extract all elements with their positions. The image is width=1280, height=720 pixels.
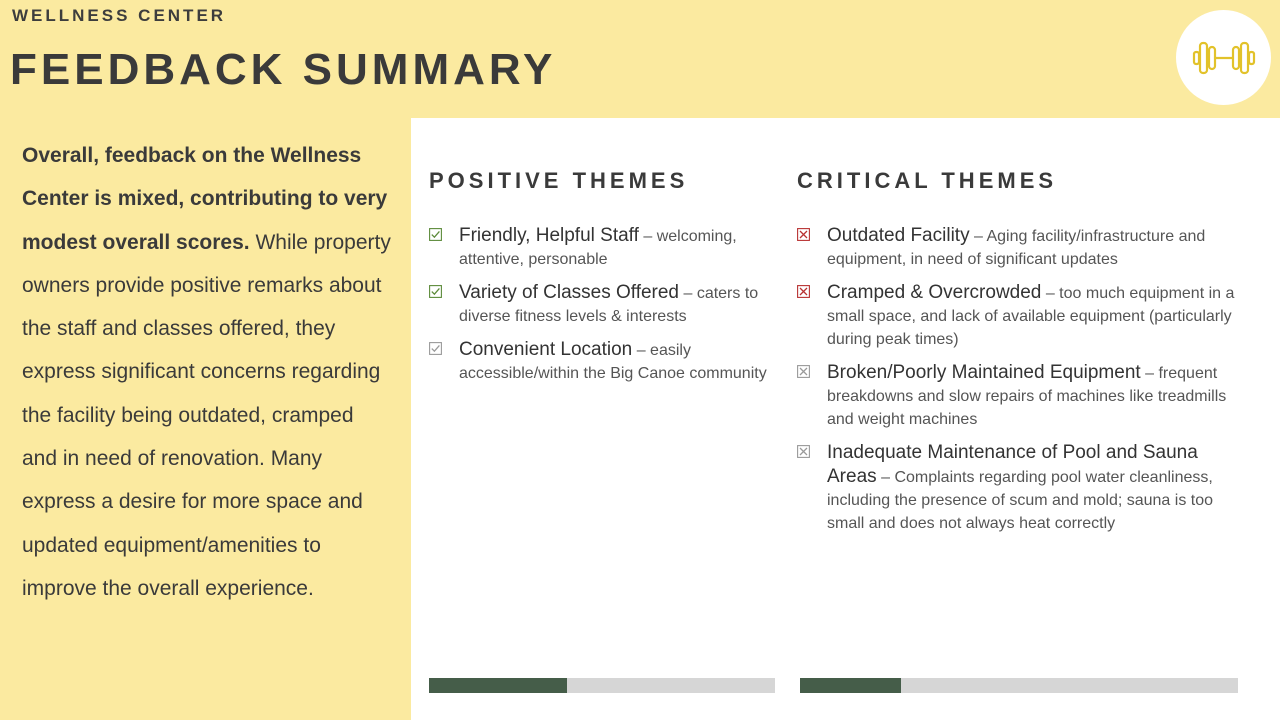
- theme-separator: –: [632, 342, 651, 359]
- theme-separator: –: [876, 469, 895, 486]
- theme-heading: Outdated Facility: [827, 225, 970, 246]
- theme-heading: Friendly, Helpful Staff: [459, 225, 639, 246]
- page-title: FEEDBACK SUMMARY: [10, 45, 557, 94]
- theme-description: Complaints regarding pool water cleanliness, including the presence of scum and mold; sauna is too small and does not always heat correctly: [827, 469, 1214, 532]
- theme-separator: –: [638, 228, 657, 245]
- positive-themes-title: POSITIVE THEMES: [429, 168, 689, 193]
- red-x-icon: [797, 228, 810, 241]
- theme-heading: Variety of Classes Offered: [459, 282, 680, 303]
- green-check-icon: [429, 228, 442, 241]
- theme-heading: Convenient Location: [459, 339, 633, 360]
- theme-separator: –: [1041, 285, 1060, 302]
- dumbbell-icon: [1192, 38, 1256, 78]
- theme-heading: Cramped & Overcrowded: [827, 282, 1042, 303]
- theme-description: welcoming, attentive, personable: [459, 228, 737, 268]
- critical-theme-item: [797, 224, 1247, 271]
- gray-x-icon: [797, 365, 810, 378]
- positive-themes-list: [429, 224, 779, 395]
- positive-progress-fill: [429, 678, 567, 693]
- critical-themes-title: CRITICAL THEMES: [797, 168, 1058, 193]
- summary-bold-text: Overall, feedback on the Wellness Center is mixed, contributing to very modest overall scores.: [22, 144, 388, 254]
- gray-check-icon: [429, 342, 442, 355]
- summary-body-text: While property owners provide positive remarks about the staff and classes offered, they express significant concerns regarding the facility being outdated, cramped and in need of renovation. Many express a desire for more space and updated equipment/amenities to improve the overall experience.: [22, 230, 391, 600]
- positive-theme-item: [429, 281, 779, 328]
- positive-progress-bar: [429, 678, 775, 693]
- theme-description: frequent breakdowns and slow repairs of machines like treadmills and weight machines: [827, 365, 1227, 428]
- critical-progress-bar: [800, 678, 1238, 693]
- theme-description: caters to diverse fitness levels & interests: [459, 285, 759, 325]
- theme-heading: Broken/Poorly Maintained Equipment: [827, 362, 1141, 383]
- green-check-icon: [429, 285, 442, 298]
- logo-badge: [1176, 10, 1271, 105]
- summary-paragraph: [22, 134, 394, 610]
- theme-description: too much equipment in a small space, and lack of available equipment (particularly during peak times): [827, 285, 1235, 348]
- red-x-icon: [797, 285, 810, 298]
- critical-theme-item: [797, 361, 1247, 431]
- critical-themes-list: [797, 224, 1247, 545]
- gray-x-icon: [797, 445, 810, 458]
- theme-separator: –: [969, 228, 987, 245]
- themes-panel: [411, 118, 1280, 720]
- positive-theme-item: [429, 224, 779, 271]
- theme-description: Aging facility/infrastructure and equipment, in need of significant updates: [827, 228, 1206, 268]
- critical-theme-item: [797, 441, 1247, 535]
- positive-theme-item: [429, 338, 779, 385]
- critical-progress-fill: [800, 678, 901, 693]
- theme-separator: –: [679, 285, 697, 302]
- theme-heading: Inadequate Maintenance of Pool and Sauna Areas: [827, 442, 1198, 487]
- theme-description: easily accessible/within the Big Canoe community: [459, 342, 767, 382]
- header-eyebrow: WELLNESS CENTER: [12, 6, 227, 25]
- theme-separator: –: [1140, 365, 1159, 382]
- critical-theme-item: [797, 281, 1247, 351]
